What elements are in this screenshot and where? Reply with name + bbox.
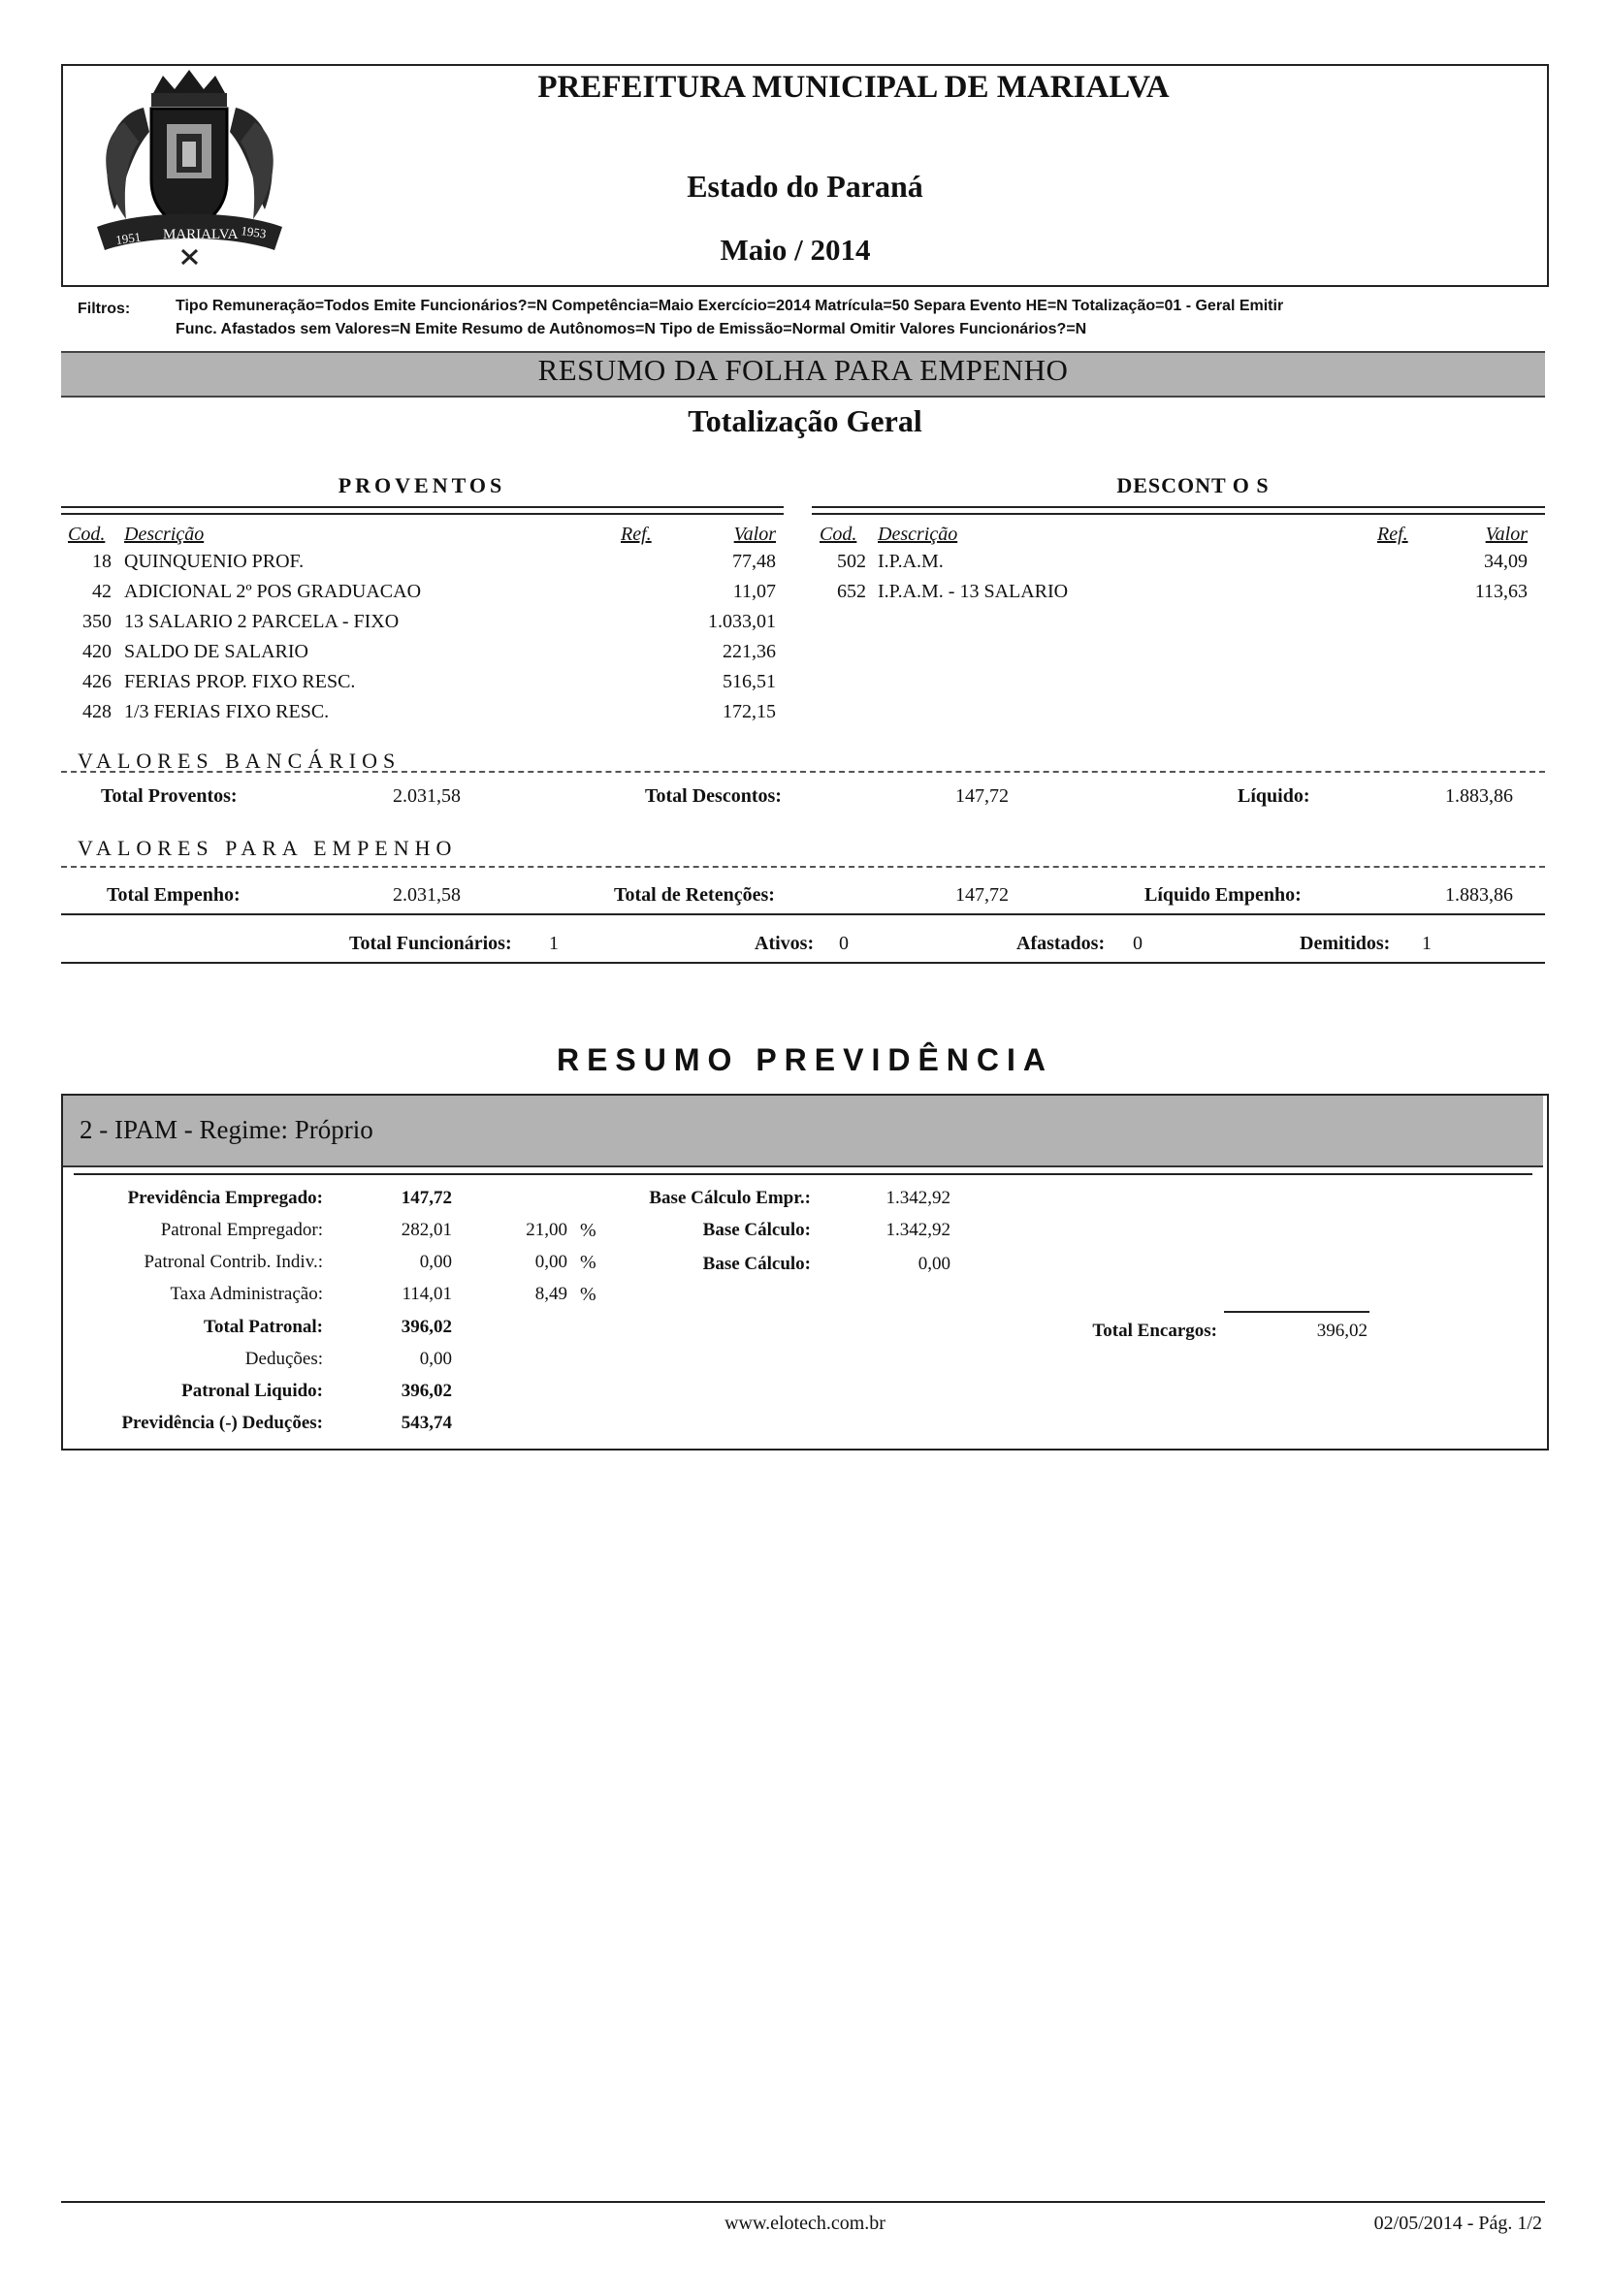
- previdencia-row-label: Previdência (-) Deduções:: [121, 1413, 323, 1433]
- proventos-row-descricao: ADICIONAL 2º POS GRADUACAO: [124, 581, 422, 602]
- total-retencoes-label: Total de Retenções:: [614, 884, 775, 906]
- total-empenho-label: Total Empenho:: [107, 884, 241, 906]
- previdencia-row-label: Total Patronal:: [204, 1317, 323, 1337]
- total-retencoes-value: 147,72: [955, 884, 1009, 906]
- proventos-row-descricao: 13 SALARIO 2 PARCELA - FIXO: [124, 611, 400, 632]
- descontos-header-cod: Cod.: [820, 524, 857, 545]
- previdencia-row-value: 147,72: [401, 1188, 452, 1208]
- coat-of-arms-emblem: [85, 64, 294, 272]
- base-calculo-value: 1.342,92: [886, 1220, 950, 1240]
- total-funcionarios-value: 1: [549, 933, 559, 954]
- filtros-line-2: Func. Afastados sem Valores=N Emite Resumo de Autônomos=N Tipo de Emissão=Normal Omitir Valores Funcionários?=N: [176, 321, 1087, 337]
- descontos-row-descricao: I.P.A.M. - 13 SALARIO: [878, 581, 1069, 602]
- prefeitura-title: PREFEITURA MUNICIPAL DE MARIALVA: [537, 70, 1170, 105]
- previdencia-row-value: 543,74: [401, 1413, 452, 1433]
- proventos-header-cod: Cod.: [68, 524, 106, 545]
- descontos-row-cod: 652: [837, 581, 866, 602]
- ipam-regime-label: 2 - IPAM - Regime: Próprio: [80, 1115, 373, 1144]
- pct-symbol: %: [580, 1252, 596, 1273]
- competencia-title: Maio / 2014: [720, 233, 871, 267]
- descontos-header-descricao: Descrição: [878, 524, 958, 545]
- proventos-header-ref: Ref.: [621, 524, 652, 545]
- empenho-divider: [61, 913, 1545, 915]
- proventos-row-descricao: QUINQUENIO PROF.: [124, 551, 305, 572]
- previdencia-row-value: 282,01: [401, 1220, 452, 1240]
- previdencia-row-value: 114,01: [402, 1284, 452, 1304]
- liquido-empenho-value: 1.883,86: [1445, 884, 1513, 906]
- afastados-value: 0: [1133, 933, 1143, 954]
- proventos-divider: [61, 506, 784, 515]
- valores-empenho-dashed-line: [61, 866, 1545, 868]
- descontos-header-ref: Ref.: [1377, 524, 1408, 545]
- proventos-header-valor: Valor: [733, 524, 776, 545]
- proventos-row-cod: 428: [82, 701, 112, 722]
- valores-bancarios-dashed-line: [61, 771, 1545, 773]
- proventos-row-descricao: 1/3 FERIAS FIXO RESC.: [124, 701, 330, 722]
- total-proventos-value: 2.031,58: [393, 785, 461, 807]
- base-calculo-label: Base Cálculo:: [702, 1220, 811, 1240]
- proventos-title: PROVENTOS: [338, 473, 506, 497]
- resumo-title: RESUMO DA FOLHA PARA EMPENHO: [537, 353, 1069, 387]
- base-calculo-empr-label: Base Cálculo Empr.:: [649, 1188, 811, 1208]
- pct-symbol: %: [580, 1220, 596, 1241]
- total-descontos-label: Total Descontos:: [645, 785, 782, 807]
- descontos-row-valor: 34,09: [1484, 551, 1528, 572]
- ativos-value: 0: [839, 933, 849, 954]
- filtros-text: [176, 295, 1524, 341]
- valores-bancarios-title: VALORES BANCÁRIOS: [78, 749, 402, 773]
- previdencia-row-value: 0,00: [419, 1349, 452, 1369]
- estado-title: Estado do Paraná: [687, 169, 923, 204]
- emblem-text: MARIALVA: [163, 227, 239, 242]
- previdencia-row-label: Deduções:: [244, 1349, 323, 1369]
- total-encargos-label: Total Encargos:: [1092, 1321, 1217, 1341]
- footer-divider: [61, 2201, 1545, 2203]
- previdencia-row-label: Patronal Empregador:: [160, 1220, 323, 1240]
- previdencia-row-label: Patronal Liquido:: [181, 1381, 323, 1401]
- previdencia-row-pct: 21,00: [526, 1220, 567, 1240]
- total-funcionarios-label: Total Funcionários:: [349, 933, 512, 954]
- proventos-row-valor: 172,15: [723, 701, 776, 722]
- total-proventos-label: Total Proventos:: [101, 785, 238, 807]
- previdencia-row-value: 396,02: [401, 1381, 452, 1401]
- proventos-row-valor: 1.033,01: [708, 611, 776, 632]
- descontos-row-descricao: I.P.A.M.: [878, 551, 944, 572]
- footer-date-page: 02/05/2014 - Pág. 1/2: [1373, 2213, 1542, 2234]
- previdencia-row-value: 396,02: [401, 1317, 452, 1337]
- ativos-label: Ativos:: [755, 933, 815, 954]
- liquido-empenho-label: Líquido Empenho:: [1144, 884, 1302, 906]
- descontos-row-cod: 502: [837, 551, 866, 572]
- proventos-row-valor: 516,51: [723, 671, 776, 692]
- demitidos-label: Demitidos:: [1300, 933, 1391, 954]
- proventos-row-descricao: FERIAS PROP. FIXO RESC.: [124, 671, 356, 692]
- descontos-divider: [812, 506, 1545, 515]
- proventos-row-cod: 426: [82, 671, 112, 692]
- base-calculo-label: Base Cálculo:: [702, 1254, 811, 1274]
- descontos-title: DESCONT O S: [1116, 473, 1270, 497]
- proventos-row-valor: 11,07: [732, 581, 776, 602]
- valores-empenho-title: VALORES PARA EMPENHO: [78, 836, 458, 860]
- proventos-row-cod: 18: [92, 551, 112, 572]
- proventos-row-descricao: SALDO DE SALARIO: [124, 641, 308, 662]
- emblem-year-right: 1953: [240, 223, 268, 241]
- previdencia-row-value: 0,00: [419, 1252, 452, 1272]
- pct-symbol: %: [580, 1284, 596, 1305]
- previdencia-title: RESUMO PREVIDÊNCIA: [556, 1042, 1054, 1077]
- afastados-label: Afastados:: [1016, 933, 1106, 954]
- total-empenho-value: 2.031,58: [393, 884, 461, 906]
- ipam-inner-divider: [74, 1173, 1532, 1175]
- filtros-label: Filtros:: [78, 301, 131, 317]
- proventos-row-valor: 221,36: [723, 641, 776, 662]
- proventos-header-descricao: Descrição: [124, 524, 205, 545]
- footer-website: www.elotech.com.br: [724, 2213, 886, 2234]
- filtros-line-1: Tipo Remuneração=Todos Emite Funcionários?=N Competência=Maio Exercício=2014 Matrícula=50 Separa Evento HE=N Totalização=01 - Geral Emitir: [176, 298, 1284, 314]
- funcionarios-divider: [61, 962, 1545, 964]
- previdencia-row-pct: 0,00: [534, 1252, 567, 1272]
- proventos-row-cod: 350: [82, 611, 112, 632]
- previdencia-row-pct: 8,49: [534, 1284, 567, 1304]
- base-calculo-empr-value: 1.342,92: [886, 1188, 950, 1208]
- base-calculo-value: 0,00: [918, 1254, 950, 1274]
- emblem-year-left: 1951: [114, 229, 143, 247]
- descontos-row-valor: 113,63: [1474, 581, 1528, 602]
- proventos-row-cod: 420: [82, 641, 112, 662]
- liquido-label: Líquido:: [1238, 785, 1310, 807]
- liquido-value: 1.883,86: [1445, 785, 1513, 807]
- proventos-row-cod: 42: [92, 581, 112, 602]
- total-descontos-value: 147,72: [955, 785, 1009, 807]
- previdencia-row-label: Taxa Administração:: [170, 1284, 323, 1304]
- total-encargos-value: 396,02: [1316, 1321, 1368, 1341]
- previdencia-row-label: Previdência Empregado:: [127, 1188, 323, 1208]
- demitidos-value: 1: [1422, 933, 1432, 954]
- descontos-header-valor: Valor: [1485, 524, 1528, 545]
- totalizacao-subtitle: Totalização Geral: [688, 403, 922, 438]
- proventos-row-valor: 77,48: [732, 551, 776, 572]
- previdencia-row-label: Patronal Contrib. Indiv.:: [144, 1252, 323, 1272]
- total-encargos-overline: [1224, 1311, 1369, 1313]
